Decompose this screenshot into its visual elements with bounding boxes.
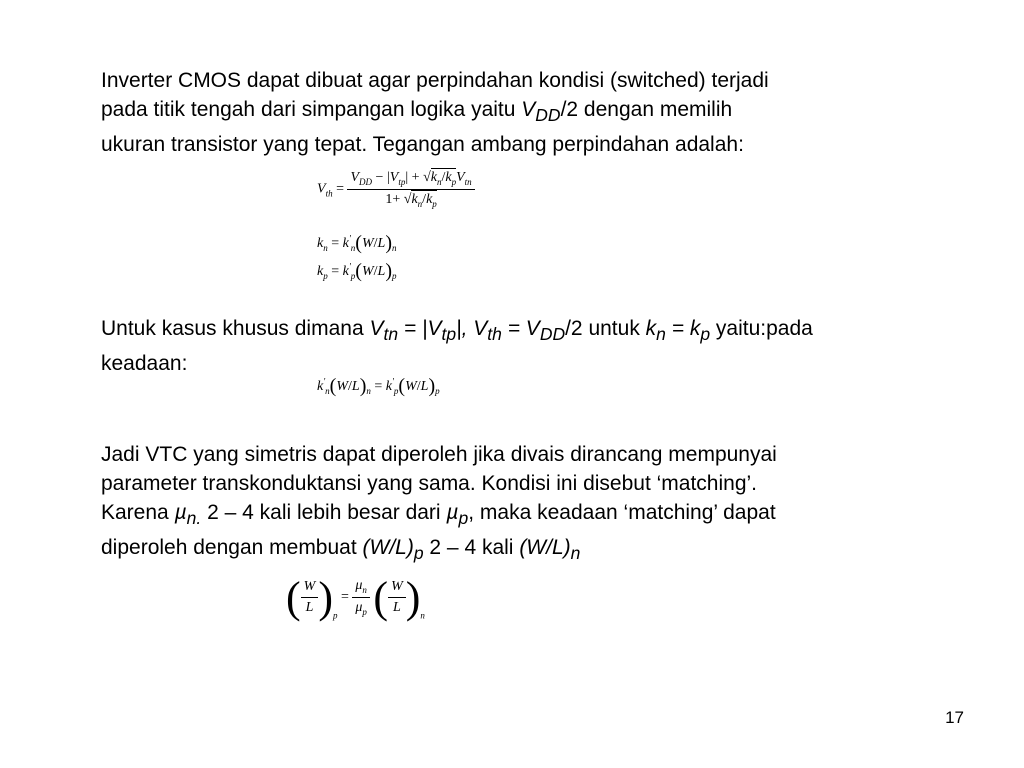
text-span: , maka keadaan ‘matching’ dapat bbox=[468, 501, 776, 524]
math-var: = k bbox=[665, 317, 701, 340]
text-line: keadaan: bbox=[101, 352, 188, 376]
text-line bbox=[101, 498, 777, 533]
equation-kn: $k_n = k'_n(W/L)_n$ bbox=[317, 232, 397, 254]
math-sub: tp bbox=[441, 324, 457, 345]
text-line bbox=[101, 533, 777, 568]
math-var: V bbox=[521, 98, 536, 121]
math-var: µ bbox=[174, 501, 187, 524]
math-sub: p bbox=[458, 508, 469, 529]
text-line: ukuran transistor yang tepat. Tegangan ambang perpindahan adalah: bbox=[101, 133, 744, 157]
math-sub: p bbox=[700, 324, 711, 345]
math-var: (W/L) bbox=[519, 536, 571, 560]
math-var: k bbox=[645, 317, 657, 340]
math-var: V bbox=[369, 317, 384, 340]
math-sub: n bbox=[570, 543, 581, 564]
math-sub: th bbox=[487, 324, 502, 345]
equation-vth: $V_{th}$ = $\frac{V_{DD} - |V_{tp}| + √k_n/k_pV_{tn}}{1+ √k_n/k_p}$ bbox=[317, 170, 475, 209]
text-span: yaitu:pada bbox=[710, 317, 813, 340]
text-span: Untuk kasus khusus dimana bbox=[101, 317, 370, 340]
text-line bbox=[101, 314, 813, 349]
page-number: 17 bbox=[945, 708, 964, 727]
text-line: parameter transkonduktansi yang sama. Kondisi ini disebut ‘matching’. bbox=[101, 472, 758, 495]
text-span: diperoleh dengan membuat bbox=[101, 536, 363, 560]
text-span: /2 untuk bbox=[565, 317, 646, 340]
text-line: Inverter CMOS dapat dibuat agar perpindahan kondisi (switched) terjadi bbox=[101, 69, 769, 92]
text-span: 2 – 4 kali bbox=[423, 536, 520, 560]
text-span: pada titik tengah dari simpangan logika yaitu bbox=[101, 98, 522, 121]
math-var: |, V bbox=[456, 317, 488, 340]
math-var: (W/L) bbox=[362, 536, 414, 560]
math-var: = V bbox=[501, 317, 540, 340]
math-sub: n bbox=[656, 324, 666, 345]
math-sub: tn bbox=[383, 324, 399, 345]
math-sub: p bbox=[413, 543, 424, 564]
math-sub: DD bbox=[539, 324, 566, 345]
math-sub: n. bbox=[186, 508, 202, 529]
equation-kp: $k_p = k'_p(W/L)_p$ bbox=[317, 260, 397, 282]
equation-wl-ratio: ( $\frac{W}{L}$ )$_p$ = $\frac{\mu_n}{\mu_p}$ ( $\frac{W}{L}$ )$_n$ bbox=[286, 573, 425, 622]
math-var: µ bbox=[446, 501, 459, 524]
equation-matching: $k'_n(W/L)_n = k'_p(W/L)_p$ bbox=[317, 375, 440, 397]
paragraph-conclusion bbox=[101, 440, 777, 568]
paragraph-intro bbox=[101, 66, 769, 159]
text-span: 2 – 4 kali lebih besar dari bbox=[201, 501, 447, 524]
text-line bbox=[101, 95, 769, 130]
text-span: /2 dengan memilih bbox=[560, 98, 733, 121]
paragraph-special-case bbox=[101, 314, 813, 378]
text-line: Jadi VTC yang simetris dapat diperoleh jika divais dirancang mempunyai bbox=[101, 443, 777, 466]
math-var: = |V bbox=[398, 317, 442, 340]
text-span: Karena bbox=[101, 501, 175, 524]
math-sub: DD bbox=[535, 105, 561, 126]
